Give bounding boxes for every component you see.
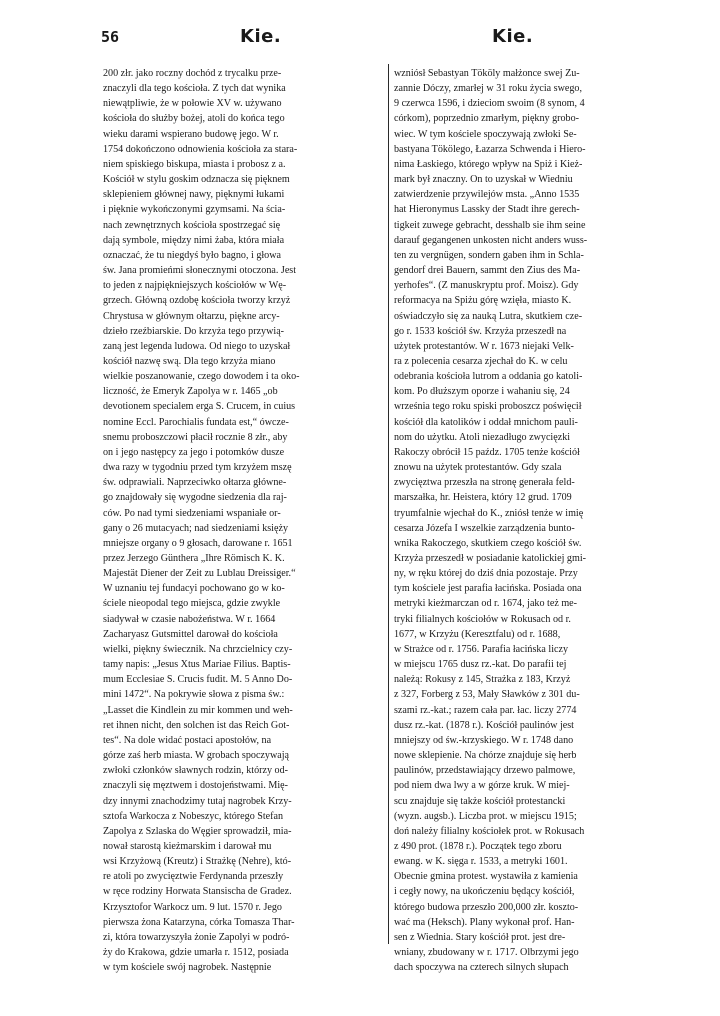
text-line: gany o 26 mutacyach; nad siedzeniami księży xyxy=(103,522,288,534)
text-line: ret ihnen nicht, den solchen ist das Reich Got- xyxy=(103,719,290,731)
text-line: nach zewnętrznych kościoła spostrzegać się xyxy=(103,219,281,231)
text-line: Rakoczy obrócił 15 paźdz. 1705 tenże kościół xyxy=(394,446,580,458)
text-line: zwycięztwa przeszła na stronę generała feld- xyxy=(394,477,575,489)
text-line: dają symbole, między nimi żaba, która miała xyxy=(103,234,285,246)
text-line: „Lasset die Kindlein zu mir kommen und weh- xyxy=(103,704,293,716)
text-line: grzech. Główną ozdobę kościoła tworzy krzyż xyxy=(103,295,291,307)
text-line: devotionem specialem erga S. Crucem, in cuius xyxy=(103,401,296,413)
text-line: mark był znaczny. On to uzyskał w Wiedniu xyxy=(394,174,573,186)
text-line: zannie Dóczy, zmarłej w 31 roku życia swego, xyxy=(394,83,582,95)
text-line: ny, w ręku której do dziś dnia pozostaje. Przy xyxy=(394,568,578,580)
text-line: to jeden z najpiękniejszych kościołów w Wę- xyxy=(103,280,287,292)
text-line: doń należy filialny kościołek prot. w Rokusach xyxy=(394,825,585,837)
text-line: marszałka, hr. Heistera, który 12 grud. 1709 xyxy=(394,492,572,504)
text-line: w Strażce od r. 1756. Parafia łacińska liczy xyxy=(394,643,569,655)
text-line: siadywał w czasie nabożeństwa. W r. 1664 xyxy=(103,613,276,625)
text-line: ten zu vergnügen, sondern gaben ihm in Schla- xyxy=(394,249,584,261)
text-line: scu znajduje się także kościół protestancki xyxy=(394,795,566,807)
text-line: Obecnie gmina protest. wystawiła z kamienia xyxy=(394,871,578,883)
text-line: 200 złr. jako roczny dochód z trycalku prze- xyxy=(103,68,282,79)
text-line: wieku darami wspierano budowę jego. W r. xyxy=(103,128,279,140)
right-text-column xyxy=(394,66,666,975)
text-line: dzy innymi znachodzimy tutaj nagrobek Krzy- xyxy=(103,795,292,807)
text-line: nomine Eccl. Parochialis fundata est,“ ówcze- xyxy=(103,416,289,428)
text-line: go r. 1533 kościół św. Krzyża przeszedł na xyxy=(394,325,567,337)
text-line: znaczyli się męztwem i dostojeństwami. Mię- xyxy=(103,780,288,792)
text-line: znowu na użytek protestantów. Gdy szala xyxy=(394,462,562,474)
text-line: niewątpliwie, że w połowie XV w. używano xyxy=(103,98,282,110)
text-line: nowe sklepienie. Na chórze znajduje się herb xyxy=(394,750,577,762)
text-line: mniejszy od św.-krzyskiego. W r. 1748 dano xyxy=(394,734,574,746)
text-line: sen z Wiednia. Stary kościół prot. jest dre- xyxy=(394,931,566,943)
text-line: zatwierdzenie przywilejów msta. „Anno 1535 xyxy=(394,189,580,201)
text-line: niem spiskiego biskupa, miasta i probosz z a. xyxy=(103,158,286,170)
right-running-headword: Kie. xyxy=(492,26,534,47)
text-line: wiec. W tym kościele spoczywają zwłoki Se- xyxy=(394,128,577,140)
text-line: hat Hieronymus Lassky der Stadt ihre gerech- xyxy=(394,204,580,216)
text-line: Chrystusa w głównym ołtarzu, piękne arcy- xyxy=(103,310,280,322)
text-line: odebrania kościoła lutrom a oddania go katoli- xyxy=(394,371,583,383)
text-line: z 327, Forberg z 53, Mały Sławków z 301 du- xyxy=(394,689,580,701)
text-line: snemu proboszczowi płacił rocznie 8 złr., aby xyxy=(103,431,288,443)
text-line: w tym kościele swój nagrobek. Następnie xyxy=(103,962,272,974)
text-line: 9 czerwca 1596, i dzieciom swoim (8 synom, 4 xyxy=(394,98,585,110)
text-line: ewang. w K. sięga r. 1533, a metryki 1601. xyxy=(394,856,568,868)
text-line: zi, która towarzyszyła żonie Zapolyi w podró- xyxy=(103,931,290,943)
text-line: ra z polecenia cesarza zjechał do K. w celu xyxy=(394,355,568,367)
text-line: tryki filialnych kościołów w Rokusach od r. xyxy=(394,613,571,625)
text-line: cesarza Józefa I wszelkie zarządzenia bunto- xyxy=(394,522,575,534)
text-line: św. Jana promieńmi słonecznymi otoczona. Jest xyxy=(103,265,297,277)
text-line: pierwsza żona Katarzyna, córka Tomasza Thar- xyxy=(103,916,295,928)
text-line: go znajdowały się wygodne siedzenia dla raj- xyxy=(103,492,287,504)
text-line: w ręce rodziny Horwata Stansischa de Gradez. xyxy=(103,886,292,898)
text-line: Zapolya z Szlaska do Węgier sprowadził, mia- xyxy=(103,825,292,837)
text-line: Kościół w stylu goskim odznacza się pięknem xyxy=(103,174,290,186)
text-line: Zacharyasz Gutsmittel darował do kościoła xyxy=(103,628,278,640)
text-line: znaczyli dla tego kościoła. Z tych dat wynika xyxy=(103,83,286,95)
text-line: mini 1472“. Na pokrywie słowa z pisma św.: xyxy=(103,689,285,701)
page-header xyxy=(0,26,720,50)
text-line: gendorf drei Bauern, sammt den Zius des Ma- xyxy=(394,265,581,277)
text-line: użytek protestantów. W r. 1673 niejaki Velk- xyxy=(394,340,574,352)
text-line: on i jego następcy za jego i potomków dusze xyxy=(103,446,285,458)
text-line: kościoła do służby bożej, atoli do końca tego xyxy=(103,113,285,125)
text-line: wniany, zbudowany w r. 1717. Olbrzymi jego xyxy=(394,947,579,959)
text-line: i pięknie wykończonymi gzymsami. Na ścia- xyxy=(103,204,286,216)
text-line: tryumfalnie wjechał do K., zniósł tenże w imię xyxy=(394,507,584,519)
left-text-column xyxy=(103,66,387,975)
text-line: oznaczać, że tu niegdyś było bagno, i głowa xyxy=(103,249,281,261)
text-line: oświadczyło się za nauką Lutra, skutkiem cze- xyxy=(394,310,583,322)
text-line: metryki kieżmarczan od r. 1674, jako też me- xyxy=(394,598,578,610)
text-line: mum Ecclesiae S. Crucis fudit. M. 5 Anno Do- xyxy=(103,674,293,686)
text-line: nował starostą kieżmarskim i darował mu xyxy=(103,840,272,852)
text-line: mniejsze organy o 9 głosach, darowane r. 1651 xyxy=(103,537,293,549)
text-line: dach spoczywa na czterech silnych słupach xyxy=(394,962,569,974)
text-line: wsi Krzyżową (Kreutz) i Strażkę (Nehre), któ- xyxy=(103,856,292,868)
text-line: re atoli po zwycięztwie Ferdynanda przeszły xyxy=(103,871,284,883)
text-line: św. odprawiali. Naprzeciwko ołtarza główne- xyxy=(103,477,287,489)
text-line: wać ma (Heksch). Plany wykonał prof. Han- xyxy=(394,916,575,928)
text-line: przez Jerzego Günthera „Ihre Römisch K. K. xyxy=(103,553,285,564)
text-line: którego budowa przeszło 200,000 złr. koszto- xyxy=(394,901,579,913)
text-line: dzieło rzeźbiarskie. Do krzyża tego przywią- xyxy=(103,325,285,337)
left-running-headword: Kie. xyxy=(240,26,282,47)
text-line: dusz rz.-kat. (1878 r.). Kościół paulinów jest xyxy=(394,719,574,731)
text-line: córkom), poprzednio zmarłym, piękny grobo- xyxy=(394,113,579,125)
text-line: z 490 prot. (1878 r.). Początek tego zboru xyxy=(394,840,562,852)
text-line: 1754 dokończono odnowienia kościoła za stara- xyxy=(103,143,298,155)
text-line: tym kościele jest parafia łacińska. Posiada ona xyxy=(394,583,582,595)
text-line: sztofa Warkocza z Nobeszyc, którego Stefan xyxy=(103,810,284,822)
text-line: reformacya na Spiżu górę wzięła, miasto K. xyxy=(394,295,572,307)
text-line: należą: Rokusy z 145, Strażka z 183, Krzyż xyxy=(394,674,571,686)
text-line: Majestät Diener der Zeit zu Lublau Dreissiger.“ xyxy=(103,568,296,580)
text-line: tamy napis: „Jesus Xtus Mariae Filius. Baptis- xyxy=(103,659,291,671)
text-line: tes“. Na dole widać postaci apostołów, na xyxy=(103,734,272,746)
text-line: wnika Rakoczego, skutkiem czego kościół św. xyxy=(394,537,582,549)
column-divider xyxy=(388,64,389,944)
text-line: września tego roku spiski proboszcz poświęcił xyxy=(394,401,582,413)
text-line: pod niem dwa lwy a w górze kruk. W miej- xyxy=(394,780,570,792)
text-line: Krzyża przeszedł w posiadanie katolickiej gmi- xyxy=(394,553,586,564)
text-line: bastyana Tökölego, Łazarza Schwenda i Hiero- xyxy=(394,143,586,155)
text-line: i cegły nowy, na ukończeniu będący kościół, xyxy=(394,886,575,898)
text-line: yerhofes“. (Z manuskryptu prof. Moisz). Gdy xyxy=(394,280,579,292)
text-line: wielki, piękny świecznik. Na chrzcielnicy czy- xyxy=(103,643,293,655)
text-line: szami rz.-kat.; razem cała par. łac. liczy 2774 xyxy=(394,704,577,716)
text-line: wielkie poszanowanie, czego dowodem i ta oko- xyxy=(103,371,300,383)
text-line: ców. Po nad tymi siedzeniami wspaniałe or- xyxy=(103,507,281,519)
text-line: tigkeit zuwege gebracht, desshalb sie ihm seine xyxy=(394,219,586,231)
text-line: 1677, w Krzyżu (Keresztfalu) od r. 1688, xyxy=(394,628,561,640)
text-line: kościół nazwę swą. Dla tego krzyża miano xyxy=(103,355,276,367)
text-line: górze zaś herb miasta. W grobach spoczywają xyxy=(103,750,290,762)
text-line: dwa razy w tygodniu przed tym krzyżem mszę xyxy=(103,462,292,474)
text-line: nom do użytku. Atoli niezadługo zwycięzki xyxy=(394,431,571,443)
text-line: darauf gegangenen unkosten nicht anders wuss- xyxy=(394,234,588,246)
page-number: 56 xyxy=(101,28,120,46)
text-line: kościół dla katolików i oddał mnichom pauli- xyxy=(394,416,578,428)
text-line: (wyzn. augsb.). Liczba prot. w miejscu 1915; xyxy=(394,810,577,822)
text-line: sklepieniem głównej nawy, pięknymi łukami xyxy=(103,189,285,201)
text-line: Krzysztofor Warkocz um. 9 lut. 1570 r. Jego xyxy=(103,901,282,913)
text-line: ściele nieopodal tego miejsca, gdzie zwykle xyxy=(103,598,281,610)
text-line: paulinów, przedstawiający drzewo palmowe, xyxy=(394,765,576,777)
text-line: zwłoki członków sławnych rodzin, którzy od- xyxy=(103,765,289,777)
text-line: zaną jest legenda ludowa. Od niego to uzyskał xyxy=(103,340,291,352)
text-line: nima Łaskiego, którego wpływ na Spiż i Kież- xyxy=(394,158,583,170)
text-line: ży do Krakowa, gdzie umarła r. 1512, posiada xyxy=(103,947,289,959)
text-line: kom. Po dłuższym oporze i wahaniu się, 24 xyxy=(394,386,570,398)
text-line: wzniósł Sebastyan Tököly małżonce swej Zu- xyxy=(394,68,580,79)
text-line: liczność, że Emeryk Zapolya w r. 1465 „ob xyxy=(103,386,278,398)
text-line: W uznaniu tej fundacyi pochowano go w ko- xyxy=(103,583,285,595)
text-line: w miejscu 1765 dusz rz.-kat. Do parafii tej xyxy=(394,659,567,671)
